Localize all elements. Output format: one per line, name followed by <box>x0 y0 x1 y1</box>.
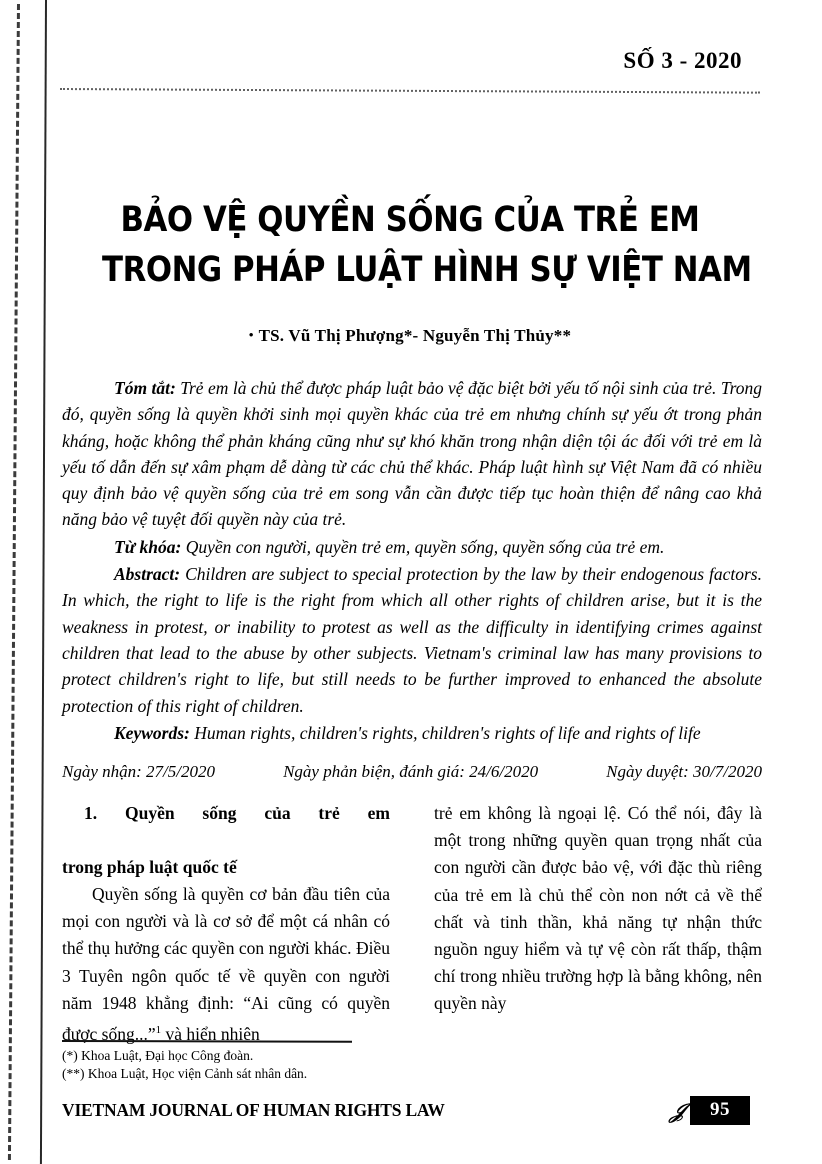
author-names: TS. Vũ Thị Phượng*- Nguyễn Thị Thủy** <box>258 326 572 345</box>
footnote-item: (**) Khoa Luật, Học viện Cảnh sát nhân dân. <box>62 1066 308 1081</box>
column-left <box>62 800 390 1044</box>
author-line <box>60 326 760 346</box>
paragraph-left <box>62 881 390 1048</box>
column-right <box>434 800 762 1030</box>
abstract-section <box>62 375 762 747</box>
page-number-group <box>668 1096 751 1125</box>
page-footer <box>62 1098 762 1130</box>
binding-dashed-line <box>8 4 20 1160</box>
footnote-marker: 1 <box>155 1024 162 1037</box>
keywords-vietnamese <box>62 534 762 560</box>
page-number: 95 <box>690 1096 750 1125</box>
keywords-vi-text: Quyền con người, quyền trẻ em, quyền sống, quyền sống của trẻ em. <box>181 536 665 557</box>
section-heading-line-1: 1. Quyền sống của trẻ em <box>84 803 390 823</box>
footnote-divider <box>62 1040 352 1043</box>
date-reviewed: Ngày phản biện, đánh giá: 24/6/2020 <box>283 762 539 781</box>
abstract-english <box>62 561 762 719</box>
section-heading-line-2: trong pháp luật quốc tế <box>62 857 237 877</box>
keywords-en-text: Human rights, children's rights, children's rights of life and rights of life <box>189 722 701 743</box>
keywords-english <box>62 720 762 746</box>
journal-title: VIETNAM JOURNAL OF HUMAN RIGHTS LAW <box>62 1100 445 1120</box>
section-heading <box>62 800 390 881</box>
page-header <box>60 48 760 100</box>
bullet-icon: • <box>248 327 254 342</box>
submission-dates <box>62 762 762 782</box>
paragraph-left-tail: và hiển nhiên <box>161 1023 260 1044</box>
title-line-1: BẢO VỆ QUYỀN SỐNG CỦA TRẺ EM <box>120 200 700 240</box>
footnote-section <box>62 1040 442 1083</box>
paragraph-right: trẻ em không là ngoại lệ. Có thể nói, đây là một trong những quyền quan trọng nhất của con người cần được bảo vệ, với đặc thù riêng của trẻ em là chủ thể còn non nớt cả về thể chất và tinh thần, khả năng tự nhận thức nguồn nguy hiểm và tự vệ còn rất thấp, thậm chí trong nhiều trường hợp là bằng không, nên quyền này <box>434 803 762 1014</box>
body-columns <box>62 800 762 1044</box>
page-border-line <box>40 0 47 1164</box>
keywords-vi-label: Từ khóa: <box>114 536 182 557</box>
paragraph-left-text: Quyền sống là quyền cơ bản đầu tiên của mọi con người và là cơ sở để một cá nhân có thể thụ hưởng các quyền con người khác. Điều 3 Tuyên ngôn quốc tế về quyền con người năm 1948 khẳng định: “Ai cũng có quyền được sống...” <box>62 884 390 1044</box>
abstract-en-label: Abstract: <box>114 564 181 585</box>
abstract-vi-label: Tóm tắt: <box>114 378 176 398</box>
date-approved: Ngày duyệt: 30/7/2020 <box>606 762 762 781</box>
date-received: Ngày nhận: 27/5/2020 <box>62 762 215 781</box>
abstract-vietnamese <box>62 375 762 533</box>
article-title <box>60 195 760 295</box>
keywords-en-label: Keywords: <box>114 722 190 743</box>
title-line-2: TRONG PHÁP LUẬT HÌNH SỰ VIỆT NAM <box>102 250 752 290</box>
flourish-icon: 𝒥 <box>668 1098 687 1123</box>
issue-number: SỐ 3 - 2020 <box>623 48 742 73</box>
header-divider <box>60 88 760 94</box>
footnote-item: (*) Khoa Luật, Đại học Công đoàn. <box>62 1048 254 1063</box>
abstract-en-text: Children are subject to special protection by the law by their endogenous factors. In which, the right to life is the right from which all other rights of children arise, but it is the weakness in protest, or inability to protest as well as the difficulty in identifying crimes against children that lead to the abuse by other subjects. Vietnam's criminal law has many provisions to protect children's right to life, but still needs to be further improved to enhanced the absolute protection of this right of children. <box>62 564 762 716</box>
abstract-vi-text: Trẻ em là chủ thể được pháp luật bảo vệ đặc biệt bởi yếu tố nội sinh của trẻ. Trong đó, quyền sống là quyền khởi sinh mọi quyền khác của trẻ em nhưng chính sự yếu ớt trong phản kháng, hoặc không thể phản kháng cũng như sự khó khăn trong nhận diện tội ác đối với trẻ em là yếu tố dẫn đến sự xâm phạm dễ dàng từ các chủ thể khác. Pháp luật hình sự Việt Nam đã có nhiều quy định bảo vệ quyền sống của trẻ em song vẫn cần được tiếp tục hoàn thiện để nâng cao khả năng bảo vệ tuyệt đối quyền này của trẻ. <box>62 378 762 530</box>
